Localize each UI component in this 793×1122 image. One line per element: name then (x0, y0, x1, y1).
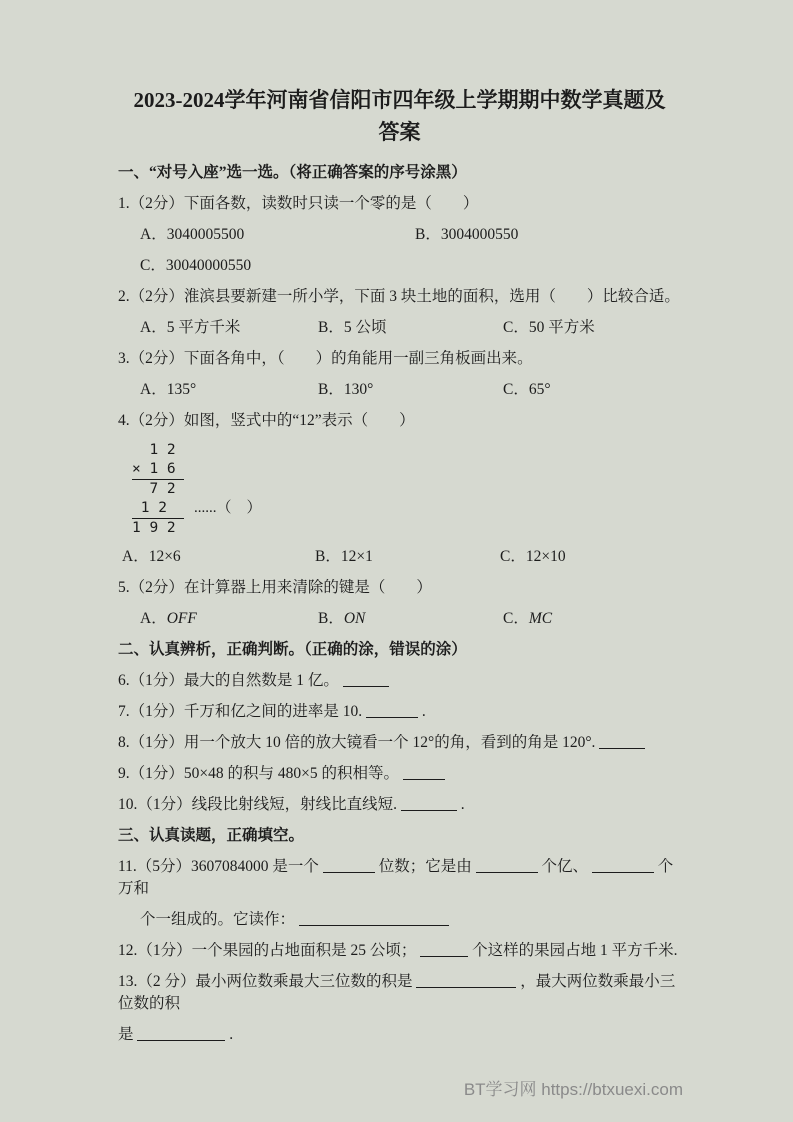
question-6 (118, 670, 681, 692)
blank-line (366, 702, 418, 718)
section-3-heading: 三、认真读题，正确填空。 (118, 827, 305, 844)
section-2-heading: 二、认真辨析，正确判断。（正确的涂，错误的涂） (118, 641, 467, 658)
question-2-text: 2.（2分）淮滨县要新建一所小学，下面 3 块土地的面积，选用（ ）比较合适。 (118, 288, 680, 305)
blank-line (137, 1025, 225, 1041)
section-1-heading: 一、“对号入座”选一选。（将正确答案的序号涂黑） (118, 164, 467, 181)
question-7-suffix: . (421, 703, 426, 720)
mult-multiplicand-row: 1 2 (132, 442, 176, 458)
question-3-option-b: B．130° (318, 381, 374, 398)
question-4-option-a: A．12×6 (122, 548, 181, 565)
question-9-text: 9.（1分）50×48 的积与 480×5 的积相等。 (118, 765, 399, 782)
blank-line (416, 972, 516, 988)
blank-line (343, 671, 389, 687)
exam-title-line1: 2023-2024学年河南省信阳市四年级上学期期中数学真题及 (133, 88, 666, 112)
question-11-seg5: 个一组成的。它读作： (140, 911, 296, 928)
question-11-seg3: 个亿、 (541, 858, 588, 875)
question-1-option-c: C．30040000550 (140, 257, 252, 274)
question-5-text: 5.（2分）在计算器上用来清除的键是（ ） (118, 579, 432, 596)
question-4-text: 4.（2分）如图，竖式中的“12”表示（ ） (118, 412, 415, 429)
question-5-option-a: A．OFF (140, 610, 197, 627)
question-13-line1 (118, 971, 681, 1015)
blank-line (323, 857, 375, 873)
question-1-options-row2 (118, 255, 681, 277)
question-2-option-a: A．5 平方千米 (140, 319, 241, 336)
question-2-option-b: B．5 公顷 (318, 319, 387, 336)
question-8-text: 8.（1分）用一个放大 10 倍的放大镜看一个 12°的角，看到的角是 120°. (118, 734, 596, 751)
question-4-option-c: C．12×10 (500, 548, 566, 565)
blank-line (401, 795, 457, 811)
question-1-options-row1 (118, 224, 681, 246)
question-10-text: 10.（1分）线段比射线短，射线比直线短. (118, 796, 398, 813)
blank-line (403, 764, 445, 780)
question-10-suffix: . (460, 796, 465, 813)
question-9 (118, 763, 681, 785)
mult-partial-product-2-row: 1 2 ......（ ） (132, 499, 681, 519)
question-2-options (118, 317, 681, 339)
mult-partial-product-1-row: 7 2 (132, 481, 176, 497)
question-8 (118, 732, 681, 754)
blank-line (592, 857, 654, 873)
blank-line (599, 733, 645, 749)
question-11-line2 (118, 909, 681, 931)
question-3-option-a: A．135° (140, 381, 197, 398)
question-11-line1 (118, 856, 681, 900)
question-1-option-b: B．3004000550 (415, 226, 519, 243)
question-3-options (118, 379, 681, 401)
question-12-seg2: 个这样的果园占地 1 平方千米. (472, 942, 678, 959)
question-3-text: 3.（2分）下面各角中，（ ）的角能用一副三角板画出来。 (118, 350, 533, 367)
question-11-seg2: 位数；它是由 (378, 858, 472, 875)
mult-note: ......（ ） (194, 500, 262, 516)
question-2-option-c: C．50 平方米 (503, 319, 595, 336)
blank-line (420, 941, 468, 957)
question-13-seg3: 是 (118, 1026, 134, 1043)
question-4-options (118, 546, 681, 568)
question-11-seg4: 个万和 (118, 858, 674, 897)
question-6-text: 6.（1分）最大的自然数是 1 亿。 (118, 672, 339, 689)
mult-multiplier-row: × 1 6 (132, 460, 681, 480)
vertical-multiplication-figure (132, 441, 681, 538)
question-1-text: 1.（2分）下面各数，读数时只读一个零的是（ ） (118, 195, 479, 212)
question-3-option-c: C．65° (503, 381, 551, 398)
question-7 (118, 701, 681, 723)
question-13-seg4: . (229, 1026, 234, 1043)
watermark-footer: BT学习网 https://btxuexi.com (463, 1080, 683, 1099)
question-10 (118, 794, 681, 816)
question-11-seg1: 11.（5分）3607084000 是一个 (118, 858, 319, 875)
mult-result-row: 1 9 2 (132, 520, 176, 536)
question-12-seg1: 12.（1分）一个果园的占地面积是 25 公顷； (118, 942, 417, 959)
question-5-option-b: B．ON (318, 610, 366, 627)
question-4-option-b: B．12×1 (315, 548, 373, 565)
question-13-seg1: 13.（2 分）最小两位数乘最大三位数的积是 (118, 973, 413, 990)
exam-title-line2: 答案 (378, 120, 421, 144)
blank-line (476, 857, 538, 873)
question-7-text: 7.（1分）千万和亿之间的进率是 10. (118, 703, 363, 720)
question-1-option-a: A．3040005500 (140, 226, 245, 243)
blank-line (299, 910, 449, 926)
question-5-option-c: C．MC (503, 610, 553, 627)
question-13-line2 (118, 1024, 681, 1046)
question-12 (118, 940, 681, 962)
question-5-options (118, 608, 681, 630)
question-13-seg2: ，最大两位数乘最小三位数的积 (118, 973, 676, 1012)
